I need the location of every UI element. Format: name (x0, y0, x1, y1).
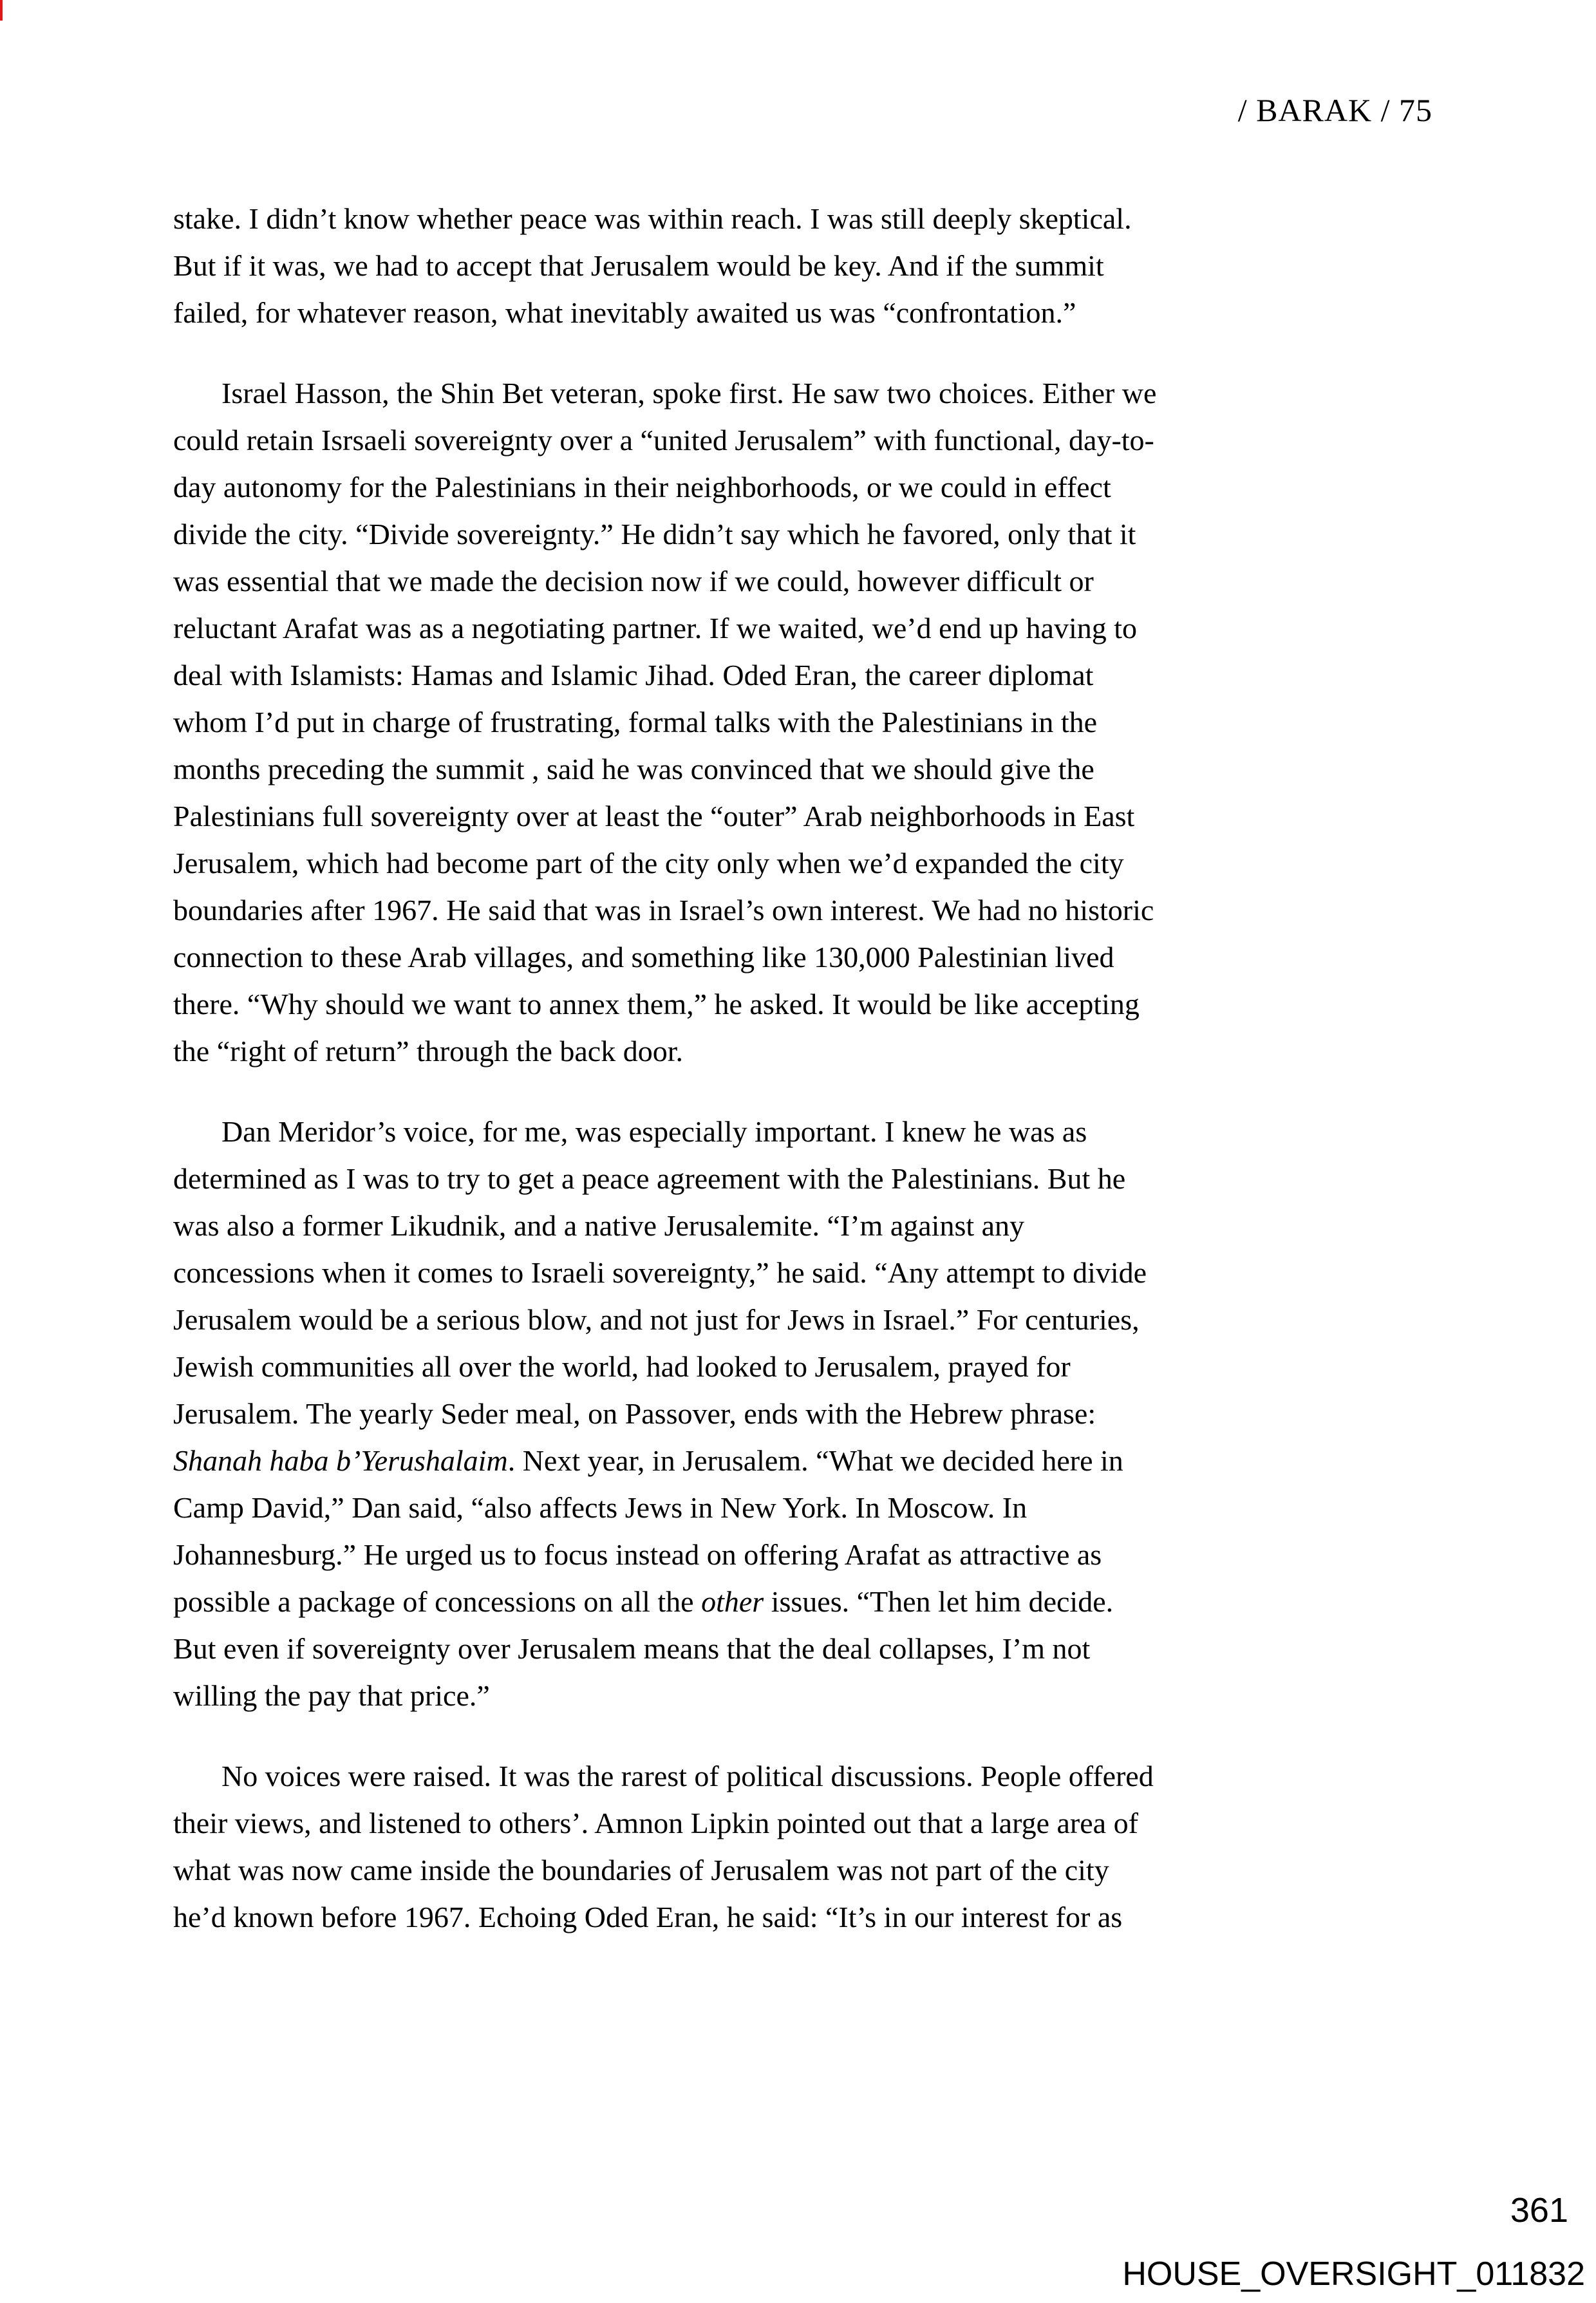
text-line (173, 464, 1454, 511)
text-segment: he’d known before 1967. Echoing Oded Eran, he said: “It’s in our interest for as (173, 1901, 1123, 1933)
text-line (173, 1531, 1454, 1578)
text-segment: possible a package of concessions on all the (173, 1585, 702, 1618)
text-segment: reluctant Arafat was as a negotiating partner. If we waited, we’d end up having to (173, 612, 1138, 644)
text-line (173, 1390, 1454, 1437)
text-line (173, 1155, 1454, 1202)
text-line (173, 370, 1454, 417)
page-body (173, 195, 1454, 1941)
text-segment: was also a former Likudnik, and a native Jerusalemite. “I’m against any (173, 1209, 1025, 1242)
text-segment: Jerusalem, which had become part of the city only when we’d expanded the city (173, 847, 1124, 879)
scan-artifact-red-mark (0, 0, 3, 21)
text-line (173, 699, 1454, 746)
text-line (173, 1800, 1454, 1847)
text-segment: connection to these Arab villages, and something like 130,000 Palestinian lived (173, 941, 1114, 973)
text-segment: Jewish communities all over the world, had looked to Jerusalem, prayed for (173, 1350, 1071, 1383)
text-line (173, 1028, 1454, 1075)
text-segment: there. “Why should we want to annex them,” he asked. It would be like accepting (173, 988, 1140, 1020)
text-line (173, 887, 1454, 934)
text-segment: Jerusalem. The yearly Seder meal, on Passover, ends with the Hebrew phrase: (173, 1397, 1096, 1430)
text-line (173, 981, 1454, 1028)
text-segment: day autonomy for the Palestinians in their neighborhoods, or we could in effect (173, 471, 1111, 503)
text-segment: divide the city. “Divide sovereignty.” He didn’t say which he favored, only that it (173, 518, 1136, 550)
text-segment: No voices were raised. It was the rarest of political discussions. People offered (221, 1760, 1154, 1792)
text-line (173, 558, 1454, 605)
text-line (173, 242, 1454, 289)
text-segment: determined as I was to try to get a peace agreement with the Palestinians. But he (173, 1162, 1126, 1195)
text-line (173, 195, 1454, 242)
paragraph (173, 1108, 1454, 1719)
text-line (173, 1847, 1454, 1894)
text-segment: boundaries after 1967. He said that was in Israel’s own interest. We had no historic (173, 894, 1154, 926)
text-line (173, 1343, 1454, 1390)
italic-text-segment: other (701, 1585, 764, 1618)
text-line (173, 1437, 1454, 1484)
paragraph (173, 1753, 1454, 1941)
italic-text-segment: Shanah haba b’Yerushalaim (173, 1444, 508, 1477)
paragraph (173, 370, 1454, 1075)
text-segment: Dan Meridor’s voice, for me, was especially important. I knew he was as (221, 1115, 1087, 1148)
text-line (173, 289, 1454, 336)
text-line (173, 652, 1454, 699)
text-segment: concessions when it comes to Israeli sovereignty,” he said. “Any attempt to divide (173, 1256, 1147, 1289)
text-segment: issues. “Then let him decide. (764, 1585, 1114, 1618)
text-line (173, 1249, 1454, 1296)
text-line (173, 605, 1454, 652)
text-line (173, 1296, 1454, 1343)
text-segment: Israel Hasson, the Shin Bet veteran, spoke first. He saw two choices. Either we (221, 377, 1157, 409)
text-line (173, 793, 1454, 840)
text-segment: Johannesburg.” He urged us to focus instead on offering Arafat as attractive as (173, 1538, 1102, 1571)
text-line (173, 1894, 1454, 1941)
text-segment: Camp David,” Dan said, “also affects Jews in New York. In Moscow. In (173, 1491, 1028, 1524)
text-segment: . Next year, in Jerusalem. “What we decided here in (507, 1444, 1123, 1477)
text-line (173, 1625, 1454, 1672)
text-line (173, 417, 1454, 464)
text-segment: Palestinians full sovereignty over at least the “outer” Arab neighborhoods in East (173, 800, 1135, 832)
text-segment: stake. I didn’t know whether peace was within reach. I was still deeply skeptical. (173, 202, 1132, 235)
page-number: 361 (1510, 2191, 1568, 2230)
text-line (173, 1484, 1454, 1531)
running-header: / BARAK / 75 (1237, 92, 1432, 128)
text-line (173, 840, 1454, 887)
text-line (173, 934, 1454, 981)
bates-stamp: HOUSE_OVERSIGHT_011832 (1122, 2255, 1585, 2293)
text-segment: the “right of return” through the back door. (173, 1035, 683, 1067)
text-segment: whom I’d put in charge of frustrating, formal talks with the Palestinians in the (173, 706, 1098, 738)
text-segment: months preceding the summit , said he was convinced that we should give the (173, 753, 1094, 785)
text-segment: their views, and listened to others’. Amnon Lipkin pointed out that a large area of (173, 1807, 1138, 1839)
text-segment: deal with Islamists: Hamas and Islamic Jihad. Oded Eran, the career diplomat (173, 659, 1094, 691)
text-segment: failed, for whatever reason, what inevitably awaited us was “confrontation.” (173, 296, 1076, 329)
text-line (173, 1108, 1454, 1155)
text-segment: But if it was, we had to accept that Jerusalem would be key. And if the summit (173, 249, 1104, 282)
text-line (173, 1753, 1454, 1800)
text-line (173, 1578, 1454, 1625)
paragraph (173, 195, 1454, 336)
text-segment: willing the pay that price.” (173, 1679, 490, 1712)
text-segment: could retain Isrsaeli sovereignty over a “united Jerusalem” with functional, day-to- (173, 424, 1154, 456)
text-segment: Jerusalem would be a serious blow, and not just for Jews in Israel.” For centuries, (173, 1303, 1140, 1336)
text-segment: what was now came inside the boundaries of Jerusalem was not part of the city (173, 1854, 1109, 1886)
text-line (173, 746, 1454, 793)
text-line (173, 1202, 1454, 1249)
text-segment: was essential that we made the decision now if we could, however difficult or (173, 565, 1094, 597)
text-line (173, 1672, 1454, 1719)
text-segment: But even if sovereignty over Jerusalem means that the deal collapses, I’m not (173, 1632, 1091, 1665)
text-line (173, 511, 1454, 558)
